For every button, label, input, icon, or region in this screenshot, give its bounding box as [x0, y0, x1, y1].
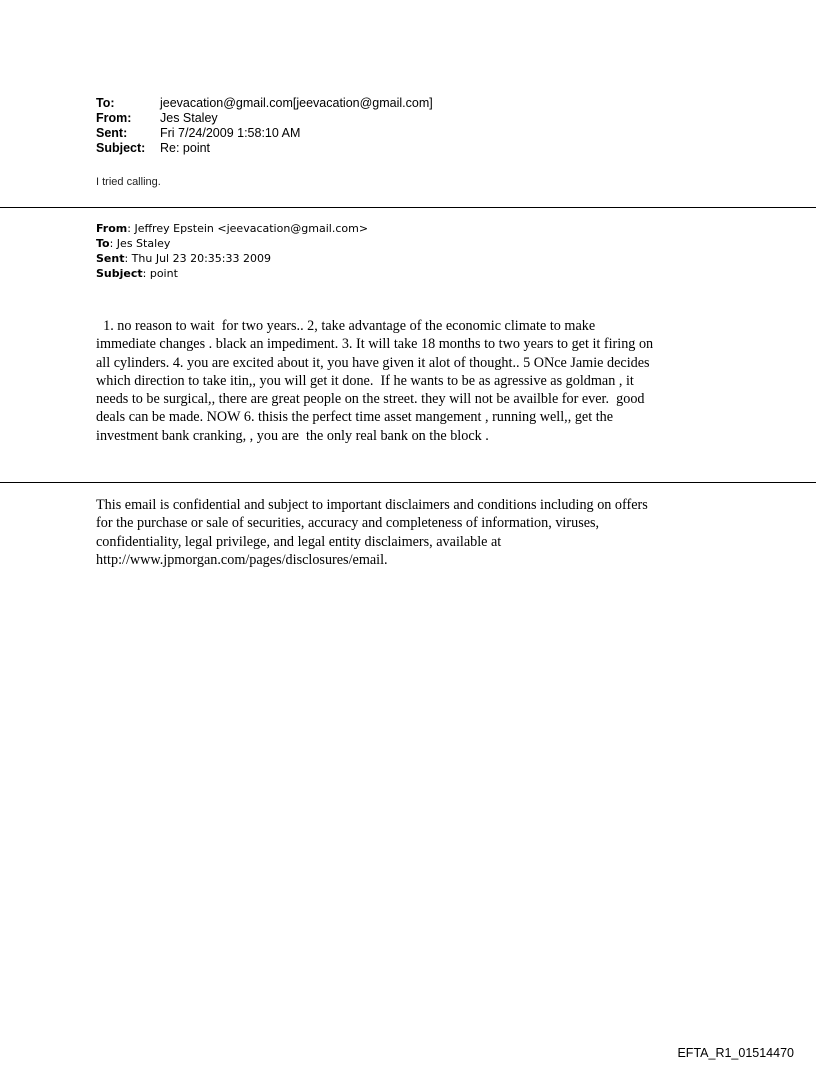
disclaimer-line: confidentiality, legal privilege, and legal entity disclaimers, available at	[96, 533, 502, 550]
disclaimer-line: for the purchase or sale of securities, accuracy and completeness of information, viruses,	[96, 515, 600, 532]
header-from-row	[96, 111, 433, 126]
divider	[0, 207, 816, 208]
quoted-sent-label: Sent	[96, 252, 125, 265]
disclaimer-line: This email is confidential and subject to important disclaimers and conditions including on offers	[96, 497, 648, 513]
quoted-from-row	[96, 221, 368, 236]
reply-body: I tried calling.	[96, 176, 161, 188]
subject-label: Subject:	[96, 141, 146, 155]
message-line: needs to be surgical,, there are great people on the street. they will not be availble for ever. good	[96, 391, 645, 408]
quoted-message-body	[96, 317, 736, 445]
quoted-subject-label: Subject	[96, 267, 143, 280]
from-label: From:	[96, 111, 132, 125]
email-header	[96, 96, 433, 156]
from-value: Jes Staley	[160, 111, 218, 125]
message-line: immediate changes . black an impediment. 3. It will take 18 months to two years to get it firing on	[96, 336, 654, 353]
quoted-from-label: From	[96, 222, 128, 235]
sent-value: Fri 7/24/2009 1:58:10 AM	[160, 126, 301, 140]
subject-value: Re: point	[160, 141, 211, 155]
message-line: 1. no reason to wait for two years.. 2, take advantage of the economic climate to make	[96, 318, 596, 334]
quoted-header	[96, 221, 368, 281]
disclaimer	[96, 496, 736, 569]
sent-label: Sent:	[96, 126, 128, 140]
quoted-to-row	[96, 236, 368, 251]
to-label: To:	[96, 96, 115, 110]
divider	[0, 482, 816, 483]
quoted-sent-row	[96, 251, 368, 266]
message-line: investment bank cranking, , you are the only real bank on the block .	[96, 427, 489, 444]
quoted-to-value: : Jes Staley	[109, 237, 171, 250]
quoted-subject-value: : point	[142, 267, 178, 280]
quoted-sent-value: : Thu Jul 23 20:35:33 2009	[124, 252, 272, 265]
quoted-from-value: : Jeffrey Epstein <jeevacation@gmail.com>	[127, 222, 369, 235]
message-line: deals can be made. NOW 6. thisis the perfect time asset mangement , running well,, get the	[96, 409, 614, 426]
header-sent-row	[96, 126, 433, 141]
to-value: jeevacation@gmail.com[jeevacation@gmail.com]	[160, 96, 433, 110]
quoted-subject-row	[96, 266, 368, 281]
bates-number: EFTA_R1_01514470	[677, 1046, 794, 1060]
header-subject-row	[96, 141, 433, 156]
quoted-to-label: To	[96, 237, 110, 250]
message-line: all cylinders. 4. you are excited about it, you have given it alot of thought.. 5 ONce Jamie decides	[96, 354, 650, 371]
message-line: which direction to take itin,, you will get it done. If he wants to be as agressive as goldman , it	[96, 372, 634, 389]
disclaimer-line: http://www.jpmorgan.com/pages/disclosures/email.	[96, 551, 388, 568]
header-to-row	[96, 96, 433, 111]
